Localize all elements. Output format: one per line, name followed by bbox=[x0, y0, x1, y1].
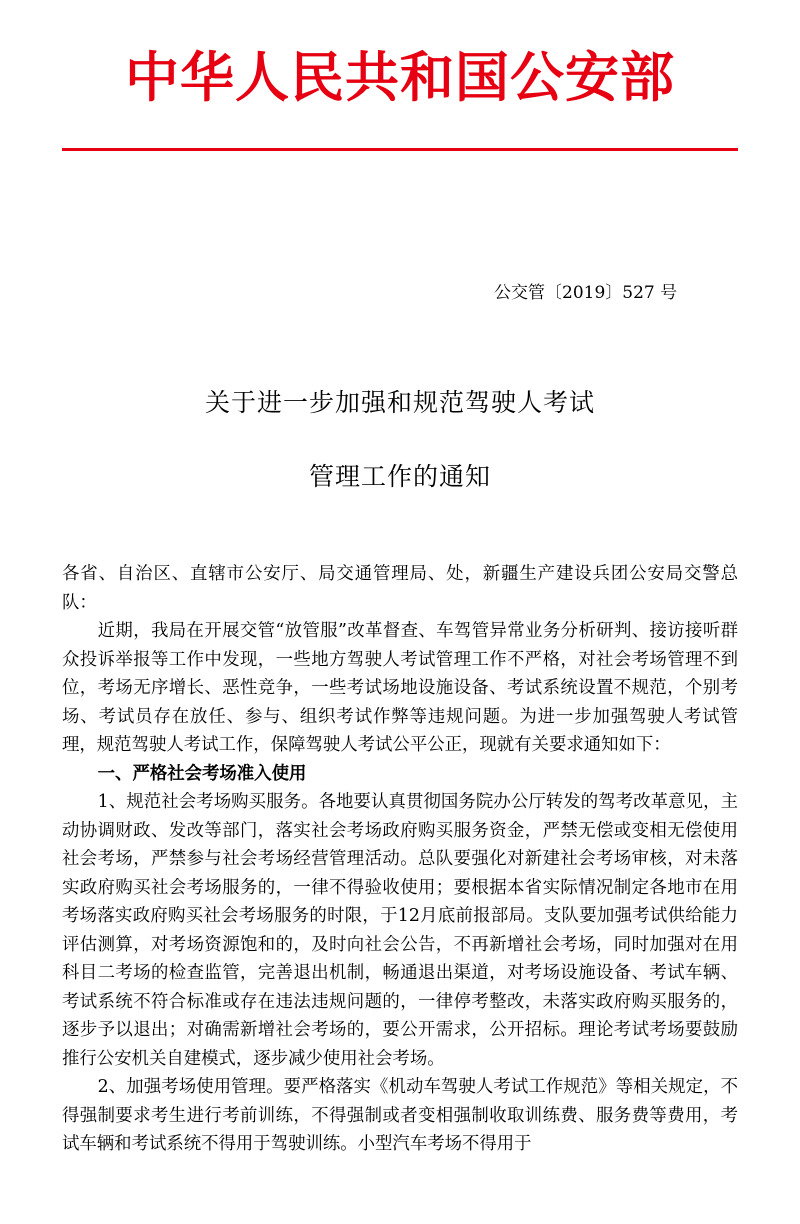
addressee: 各省、自治区、直辖市公安厅、局交通管理局、处，新疆生产建设兵团公安局交警总队： bbox=[62, 564, 738, 613]
document-number: 公交管〔2019〕527 号 bbox=[494, 283, 678, 303]
letterhead-divider bbox=[62, 148, 738, 151]
item-paragraph-2: 2、加强考场使用管理。要严格落实《机动车驾驶人考试工作规范》等相关规定，不得强制要求考生进行考前训练，不得强制或者变相强制收取训练费、服务费等费用，考试车辆和考试系统不得用于驾驶训练。小型汽车考场不得用于 bbox=[62, 1077, 738, 1154]
intro-paragraph: 近期，我局在开展交管“放管服”改革督查、车驾管异常业务分析研判、接访接听群众投诉举报等工作中发现，一些地方驾驶人考试管理工作不严格，对社会考场管理不到位，考场无序增长、恶性竞争，一些考试场地设施设备、考试系统设置不规范，个别考场、考试员存在放任、参与、组织考试作弊等违规问题。为进一步加强驾驶人考试管理，规范驾驶人考试工作，保障驾驶人考试公平公正，现就有关要求通知如下： bbox=[62, 621, 738, 755]
notice-title-line-1: 关于进一步加强和规范驾驶人考试 bbox=[204, 388, 595, 417]
notice-title-line-2: 管理工作的通知 bbox=[308, 462, 491, 491]
item-paragraph-1: 1、规范社会考场购买服务。各地要认真贯彻国务院办公厅转发的驾考改革意见，主动协调财政、发改等部门，落实社会考场政府购买服务资金，严禁无偿或变相无偿使用社会考场，严禁参与社会考场经营管理活动。总队要强化对新建社会考场审核，对未落实政府购买社会考场服务的，一律不得验收使用；要根据本省实际情况制定各地市在用考场落实政府购买社会考场服务的时限，于12月底前报部局。支队要加强考试供给能力评估测算，对考场资源饱和的，及时向社会公告，不再新增社会考场，同时加强对在用科目二考场的检查监管，完善退出机制，畅通退出渠道，对考场设施设备、考试车辆、考试系统不符合标准或存在违法违规问题的，一律停考整改，未落实政府购买服务的，逐步予以退出；对确需新增社会考场的，要公开需求，公开招标。理论考试考场要鼓励推行公安机关自建模式，逐步减少使用社会考场。 bbox=[62, 792, 738, 1069]
section-heading-1: 一、严格社会考场准入使用 bbox=[97, 763, 307, 784]
notice-body bbox=[62, 560, 738, 1159]
letterhead-title: 中华人民共和国公安部 bbox=[125, 45, 675, 109]
